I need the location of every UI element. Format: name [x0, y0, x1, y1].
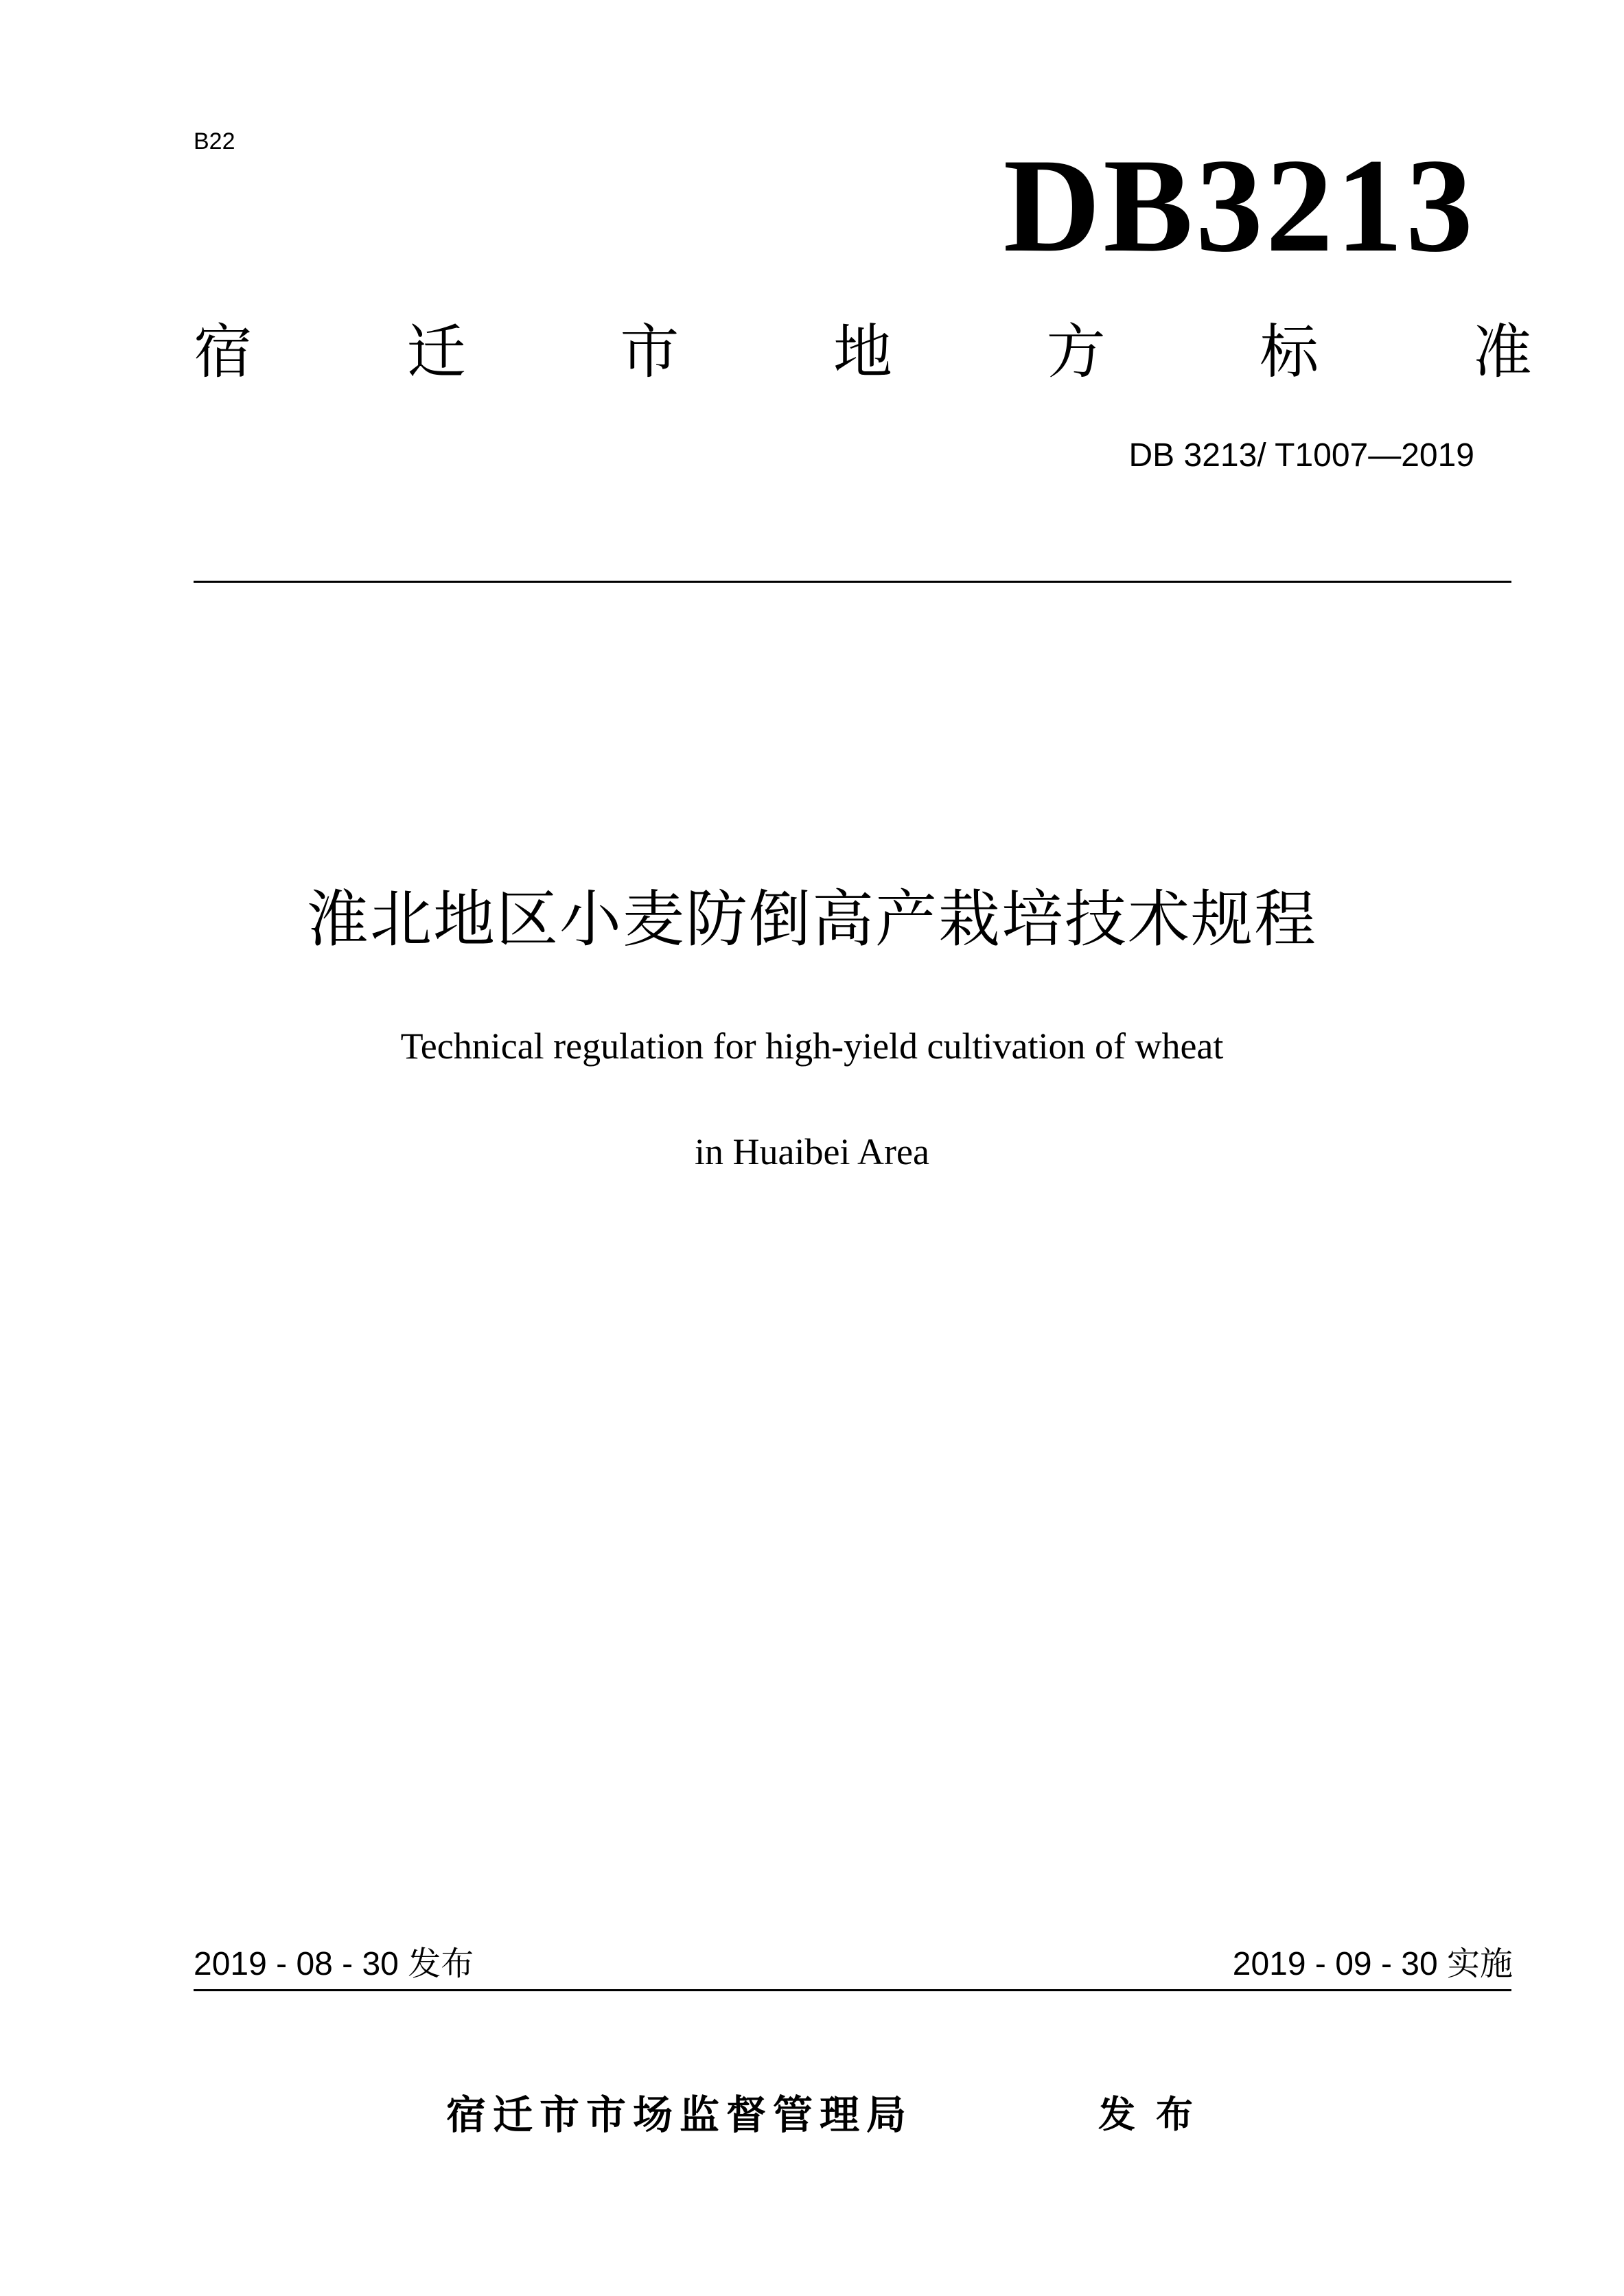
standard-type-char: 市 — [620, 318, 680, 386]
issue-date: 2019 - 08 - 30 发布 — [194, 1946, 474, 1982]
standard-type-char: 地 — [833, 318, 892, 386]
standard-code: DB3213 — [1003, 131, 1476, 280]
issuing-authority: 宿迁市市场监督管理局 — [446, 2091, 914, 2138]
standard-number: DB 3213/ T1007—2019 — [1128, 437, 1474, 474]
issue-label: 发布 — [1098, 2093, 1214, 2136]
standard-type-char: 迁 — [406, 318, 466, 386]
header-divider — [194, 581, 1511, 583]
title-english-line2: in Huaibei Area — [695, 1131, 929, 1172]
standard-type-char: 准 — [1472, 318, 1532, 386]
standard-type — [194, 314, 1532, 390]
classification-code: B22 — [194, 128, 235, 154]
standard-type-char: 宿 — [194, 318, 253, 386]
standard-type-char: 标 — [1260, 318, 1319, 386]
title-english-line1: Technical regulation for high-yield cultivation of wheat — [400, 1025, 1224, 1067]
title-chinese: 淮北地区小麦防倒高产栽培技术规程 — [307, 883, 1317, 955]
standard-type-char: 方 — [1046, 318, 1106, 386]
footer-divider — [194, 1989, 1511, 1991]
implementation-date: 2019 - 09 - 30 实施 — [1232, 1946, 1513, 1982]
